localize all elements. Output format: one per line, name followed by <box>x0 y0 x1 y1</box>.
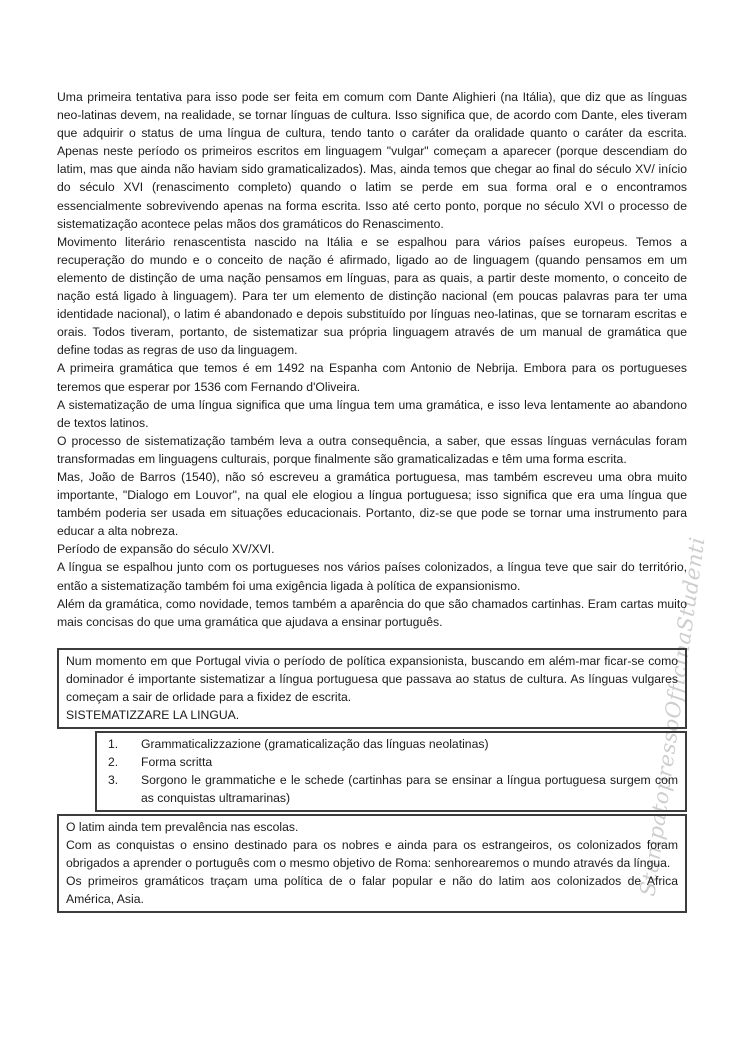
paragraph-dante: Uma primeira tentativa para isso pode ser feita em comum com Dante Alighieri (na Itália), que diz que as línguas neo-latinas devem, na realidade, se tornar línguas de cultura. Isso significa que, de acordo com Dante, eles tiveram que adquirir o status de uma língua de cultura, tendo tanto o caráter da oralidade quanto o caráter da escrita. Apenas neste período os primeiros escritos em linguagem "vulgar" começam a aparecer (porque descendiam do latim, mas que ainda não haviam sido gramaticalizados). Mas, ainda temos que chegar ao final do século XV/ início do século XVI (renascimento completo) quando o latim se perde em sua forma oral e o encontramos essencialmente sobrevivendo apenas na forma escrita. Isso até certo ponto, porque no século XVI o processo de sistematização acontece pelas mãos dos gramáticos do Renascimento. <box>57 90 687 231</box>
list-item-text: Sorgono le grammatiche e le schede (cartinhas para se ensinar a língua portuguesa surgem com as conquistas ultramarinas) <box>141 773 678 806</box>
note-box-expansionismo-text: Num momento em que Portugal vivia o período de política expansionista, buscando em além-mar ficar-se como dominador é importante sistematizar a língua portuguesa que passava ao status de cultura. As línguas vulgares começam a sair de orlidade para a fixidez de escrita. <box>66 653 678 704</box>
note-box-conquistas-line: Com as conquistas o ensino destinado para os nobres e ainda para os estrangeiros, os colonizados foram obrigados a aprender o português com o mesmo objetivo de Roma: senhorearemos o mundo através da língua. <box>66 837 678 870</box>
note-box-heading-sistematizzare: SISTEMATIZZARE LA LINGUA. <box>66 708 240 723</box>
list-item-number: 1. <box>108 737 119 752</box>
list-item-number: 2. <box>108 755 119 770</box>
note-box-latim-line: O latim ainda tem prevalência nas escolas. <box>66 819 299 834</box>
list-item-text: Forma scritta <box>141 755 213 770</box>
paragraph-lingua-espalhou: A língua se espalhou junto com os portugueses nos vários países colonizados, a língua teve que sair do território, então a sistematização também foi uma exigência ligada à política de expansionismo. <box>57 560 687 593</box>
paragraph-sistematizacao: A sistematização de uma língua significa que uma língua tem uma gramática, e isso leva lentamente ao abandono de textos latinos. <box>57 397 687 430</box>
paragraph-periodo-expansao: Período de expansão do século XV/XVI. <box>57 542 275 557</box>
document-body <box>57 88 687 913</box>
list-item <box>97 735 678 753</box>
paragraph-cartinhas: Além da gramática, como novidade, temos também a aparência do que são chamados cartinhas. Eram cartas muito mais concisas do que uma gramática que ajudava a ensinar português. <box>57 596 687 629</box>
list-item-text: Grammaticalizzazione (gramaticalização das línguas neolatinas) <box>141 737 489 752</box>
paragraph-primeira-gramatica: A primeira gramática que temos é em 1492 na Espanha com Antonio de Nebrija. Embora para os portugueses teremos que esperar por 1536 com Fernando d'Oliveira. <box>57 361 687 394</box>
note-box-numbered-list <box>95 731 687 811</box>
paragraph-consequencia: O processo de sistematização também leva a outra consequência, a saber, que essas línguas vernáculas foram transformadas em linguagens culturais, porque finalmente são gramaticalizadas e têm uma forma escrita. <box>57 433 687 466</box>
list-item-number: 3. <box>108 773 119 788</box>
watermark-text: StampatopressoOfficinaStudenti <box>635 535 710 898</box>
note-box-gramaticos-line: Os primeiros gramáticos traçam uma política de o falar popular e não do latim aos colonizados de Africa América, Asia. <box>66 873 678 906</box>
list-item <box>97 753 678 771</box>
note-box-expansionismo <box>57 648 687 729</box>
list-item <box>97 771 678 807</box>
paragraph-renascimento: Movimento literário renascentista nascido na Itália e se espalhou para vários países europeus. Temos a recuperação do mundo e o conceito de nação é afirmado, ligado ao de linguagem (quando pensamos em um elemento de distinção de uma nação pensamos em línguas, para as quais, a partir deste momento, o conceito de nação está ligado à linguagem). Para ter um elemento de distinção nacional (em poucas palavras para ter uma identidade nacional), o latim é abandonado e depois substituído por línguas neo-latinas, que se tornaram escritas e orais. Todos tiveram, portanto, de sistematizar sua própria linguagem através de um manual de gramática que define todas as regras de uso da linguagem. <box>57 234 687 358</box>
paragraph-joao-de-barros: Mas, João de Barros (1540), não só escreveu a gramática portuguesa, mas também escreveu uma obra muito importante, "Dialogo em Louvor", na qual ele elogiou a língua portuguesa; isso significa que era uma língua que também poderia ser usada em situações educacionais. Portanto, diz-se que pode se tornar uma instrumento para educar a alta nobreza. <box>57 469 687 539</box>
note-box-latim-escolas <box>57 814 687 913</box>
